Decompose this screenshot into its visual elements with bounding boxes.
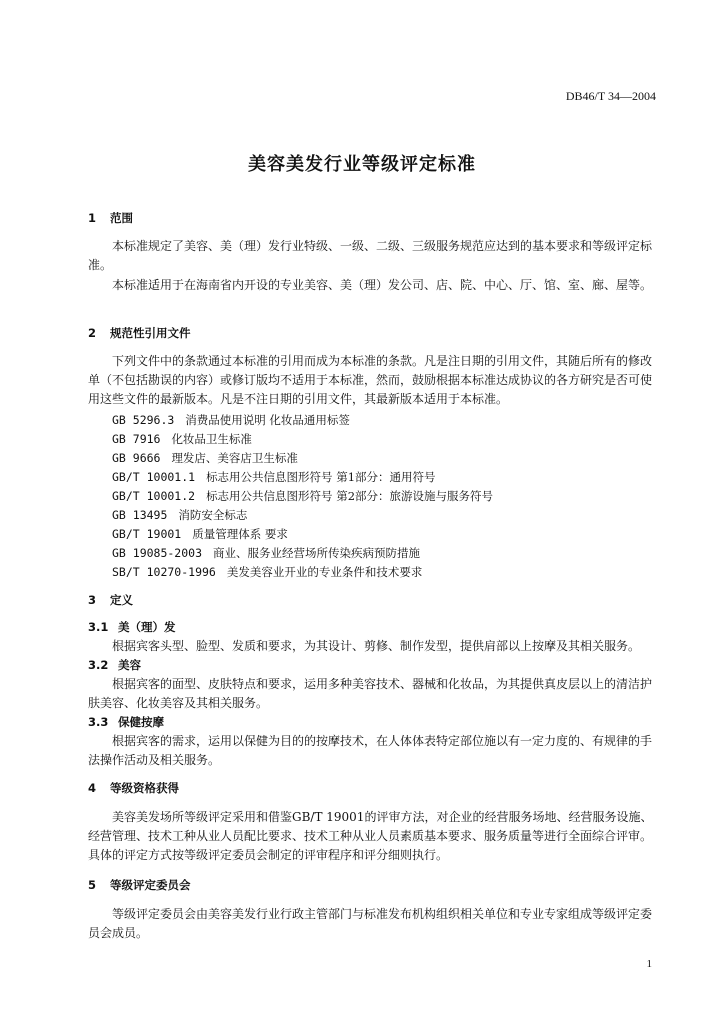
definition-number: 3.1 (88, 620, 109, 634)
reference-code: GB/T 19001 (112, 527, 182, 541)
reference-code: GB 19085-2003 (112, 546, 203, 560)
section-5-heading (88, 877, 191, 893)
reference-code: GB/T 10001.1 (112, 470, 196, 484)
section-1-heading (88, 210, 133, 226)
section-3-heading (88, 592, 133, 608)
document-title: 美容美发行业等级评定标准 (248, 154, 476, 175)
section-title: 定义 (110, 593, 133, 607)
definition-3-3-text: 根据宾客的需求，运用以保健为目的的按摩技术，在人体体表特定部位施以有一定力度的、有规律的手法操作活动及相关服务。 (88, 734, 653, 767)
definition-3-2-text: 根据宾客的面型、皮肤特点和要求，运用多种美容技术、器械和化妆品，为其提供真皮层以上的清洁护肤美容、化妆美容及其相关服务。 (88, 677, 653, 710)
definition-number: 3.2 (88, 658, 109, 672)
section-number: 4 (88, 781, 97, 795)
section-title: 规范性引用文件 (110, 326, 191, 340)
definition-title: 保健按摩 (118, 715, 164, 729)
definition-3-3-heading (88, 714, 164, 730)
reference-code: GB 5296.3 (112, 413, 175, 427)
section-number: 2 (88, 326, 97, 340)
reference-item (112, 545, 420, 561)
section-title: 等级评定委员会 (110, 878, 191, 892)
definition-3-2-heading (88, 657, 141, 673)
reference-item (112, 412, 350, 428)
reference-item (112, 507, 247, 523)
section-1-paragraph-1: 本标准规定了美容、美（理）发行业特级、一级、二级、三级服务规范应达到的基本要求和等级评定标准。 (88, 239, 653, 272)
reference-code: GB 7916 (112, 432, 161, 446)
reference-name: 消费品使用说明 化妆品通用标签 (185, 413, 350, 427)
reference-code: GB 9666 (112, 451, 161, 465)
reference-item (112, 526, 288, 542)
reference-name: 标志用公共信息图形符号 第2部分：旅游设施与服务符号 (206, 489, 494, 503)
reference-name: 消防安全标志 (178, 508, 248, 522)
definition-number: 3.3 (88, 715, 109, 729)
section-title: 等级资格获得 (110, 781, 179, 795)
definition-title: 美容 (118, 658, 141, 672)
reference-item (112, 450, 298, 466)
reference-code: GB 13495 (112, 508, 168, 522)
section-4-heading (88, 780, 179, 796)
section-number: 3 (88, 593, 97, 607)
reference-name: 化妆品卫生标准 (171, 432, 252, 446)
section-4-paragraph-1: 美容美发场所等级评定采用和借鉴GB/T 19001的评审方法，对企业的经营服务场地、经营服务设施、经营管理、技术工种从业人员配比要求、技术工种从业人员素质基本要求、服务质量等进行全面综合评审。具体的评定方式按等级评定委员会制定的评审程序和评分细则执行。 (88, 810, 653, 862)
reference-name: 理发店、美容店卫生标准 (171, 451, 298, 465)
definition-3-1-heading (88, 619, 176, 635)
reference-item (112, 469, 436, 485)
document-code: DB46/T 34—2004 (565, 89, 656, 103)
definition-title: 美（理）发 (118, 620, 176, 634)
section-1-paragraph-2: 本标准适用于在海南省内开设的专业美容、美（理）发公司、店、院、中心、厅、馆、室、廊、屋等。 (112, 278, 653, 292)
reference-code: GB/T 10001.2 (112, 489, 196, 503)
section-number: 1 (88, 211, 97, 225)
section-title: 范围 (110, 211, 133, 225)
reference-item (112, 431, 252, 447)
reference-name: 质量管理体系 要求 (192, 527, 288, 541)
page-number: 1 (646, 958, 652, 970)
reference-name: 商业、服务业经营场所传染疾病预防措施 (212, 546, 420, 560)
definition-3-1-text: 根据宾客头型、脸型、发质和要求，为其设计、剪修、制作发型，提供肩部以上按摩及其相关服务。 (112, 639, 641, 653)
reference-item (112, 564, 422, 580)
reference-code: SB/T 10270-1996 (112, 565, 216, 579)
reference-name: 标志用公共信息图形符号 第1部分：通用符号 (206, 470, 436, 484)
section-5-paragraph-1: 等级评定委员会由美容美发行业行政主管部门与标准发布机构组织相关单位和专业专家组成等级评定委员会成员。 (88, 907, 653, 940)
section-2-paragraph-1: 下列文件中的条款通过本标准的引用而成为本标准的条款。凡是注日期的引用文件，其随后所有的修改单（不包括勘误的内容）或修订版均不适用于本标准，然而，鼓励根据本标准达成协议的各方研究是否可使用这些文件的最新版本。凡是不注日期的引用文件，其最新版本适用于本标准。 (88, 354, 653, 406)
section-2-heading (88, 325, 191, 341)
reference-item (112, 488, 493, 504)
section-number: 5 (88, 878, 97, 892)
reference-name: 美发美容业开业的专业条件和技术要求 (226, 565, 423, 579)
